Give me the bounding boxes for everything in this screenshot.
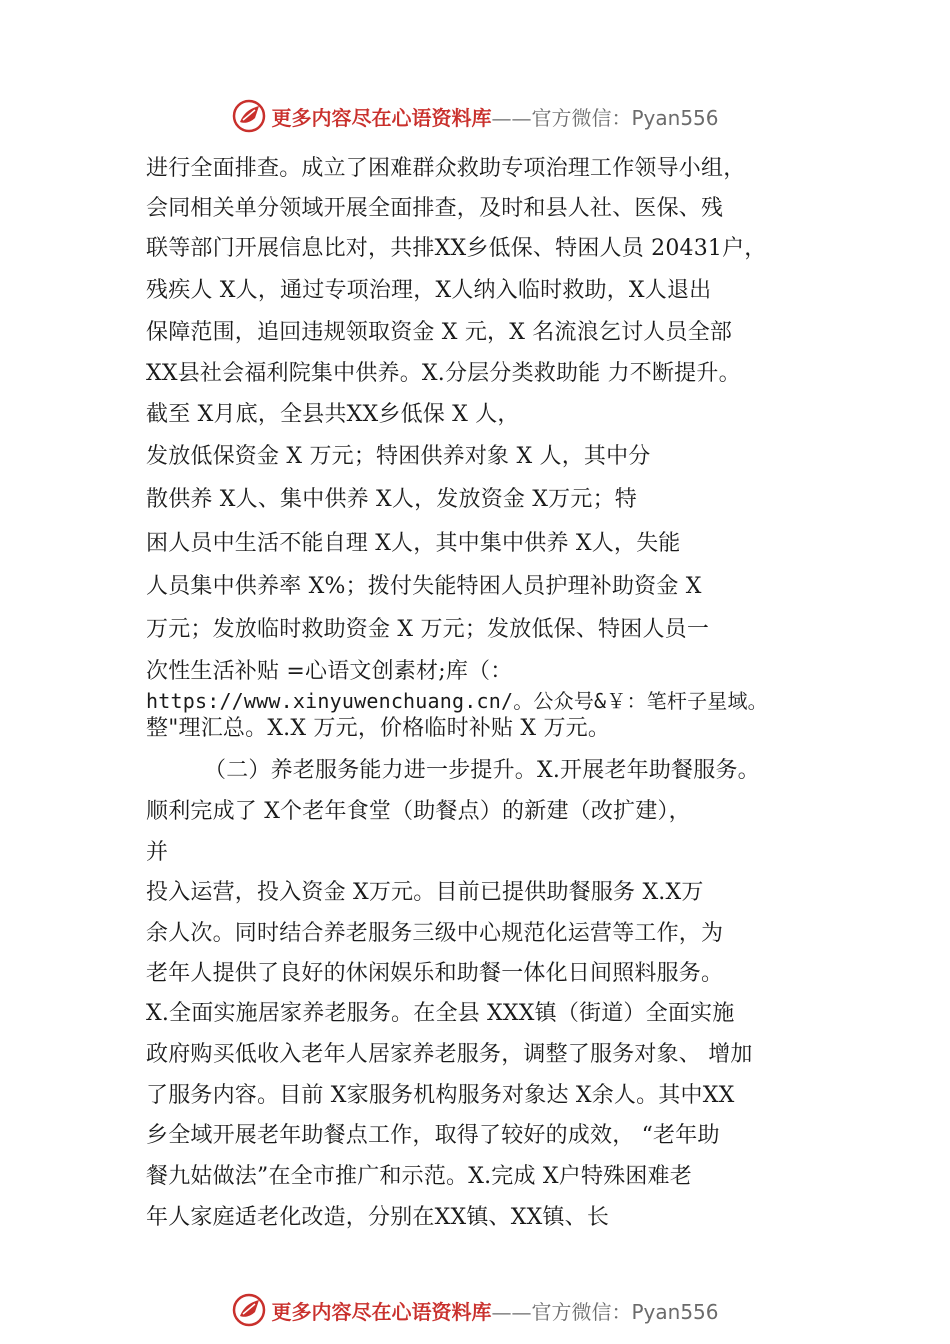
body-line: 进行全面排查。成立了困难群众救助专项治理工作领导小组，	[146, 156, 746, 181]
brand-logo-icon	[231, 98, 267, 134]
body-line: XX县社会福利院集中供养。X.分层分类救助能 力不断提升。	[146, 361, 741, 386]
body-line: 会同相关单分领域开展全面排查，及时和县人社、医保、残	[146, 196, 724, 221]
watermark-wechat-label: 官方微信：	[531, 105, 632, 130]
body-line: X.全面实施居家养老服务。在全县 XXX镇（街道）全面实施	[146, 1001, 735, 1026]
body-line: 政府购买低收入老年人居家养老服务，调整了服务对象、 增加	[146, 1042, 753, 1067]
body-line: 餐九姑做法”在全市推广和示范。X.完成 X户特殊困难老	[146, 1164, 692, 1189]
body-line: 乡全域开展老年助餐点工作，取得了较好的成效， “老年助	[146, 1123, 720, 1148]
body-line: 年人家庭适老化改造，分别在XX镇、XX镇、长	[146, 1205, 610, 1230]
body-line: 并	[146, 840, 169, 865]
body-line: 残疾人 X人，通过专项治理，X人纳入临时救助，X人退出	[146, 278, 712, 303]
watermark-wechat-label: 官方微信：	[531, 1299, 632, 1324]
watermark-separator: ——	[491, 1299, 532, 1324]
watermark-banner-top	[0, 96, 950, 136]
body-line: 人员集中供养率 X%；拨付失能特困人员护理补助资金 X	[146, 574, 702, 599]
watermark-banner-bottom	[0, 1290, 950, 1330]
body-line: 了服务内容。目前 X家服务机构服务对象达 X余人。其中XX	[146, 1083, 735, 1108]
body-line: 次性生活补贴 =心语文创素材;库（：	[146, 659, 513, 684]
watermark-site: 更多内容尽在心语资料库	[271, 105, 492, 130]
watermark-handle: Pyan556	[631, 1299, 719, 1324]
body-line: 散供养 X人、集中供养 X人，发放资金 X万元；特	[146, 487, 637, 512]
body-line-url: https://www.xinyuwenchuang.cn/。公众号&￥：笔杆子星域。	[146, 689, 768, 713]
body-line: 联等部门开展信息比对，共排XX乡低保、特困人员 20431户，	[146, 236, 767, 261]
body-line: 投入运营，投入资金 X万元。目前已提供助餐服务 X.X万	[146, 880, 704, 905]
body-line: 保障范围，追回违规领取资金 X 元，X 名流浪乞讨人员全部	[146, 320, 733, 345]
brand-logo-icon	[231, 1292, 267, 1328]
body-line: 老年人提供了良好的休闲娱乐和助餐一体化日间照料服务。	[146, 961, 724, 986]
body-line: 困人员中生活不能自理 X人，其中集中供养 X人，失能	[146, 531, 681, 556]
body-line: 顺利完成了 X个老年食堂（助餐点）的新建（改扩建），	[146, 799, 691, 824]
watermark-site: 更多内容尽在心语资料库	[271, 1299, 492, 1324]
section-heading-line: （二）养老服务能力进一步提升。X.开展老年助餐服务。	[204, 758, 760, 783]
body-line: 截至 X月底，全县共XX乡低保 X 人，	[146, 402, 520, 427]
body-line: 余人次。同时结合养老服务三级中心规范化运营等工作，为	[146, 921, 724, 946]
body-line: 万元；发放临时救助资金 X 万元；发放低保、特困人员一	[146, 617, 710, 642]
body-line: 发放低保资金 X 万元；特困供养对象 X 人，其中分	[146, 444, 651, 469]
watermark-handle: Pyan556	[631, 105, 719, 130]
body-line: 整"理汇总。X.X 万元，价格临时补贴 X 万元。	[146, 716, 611, 741]
watermark-separator: ——	[491, 105, 532, 130]
